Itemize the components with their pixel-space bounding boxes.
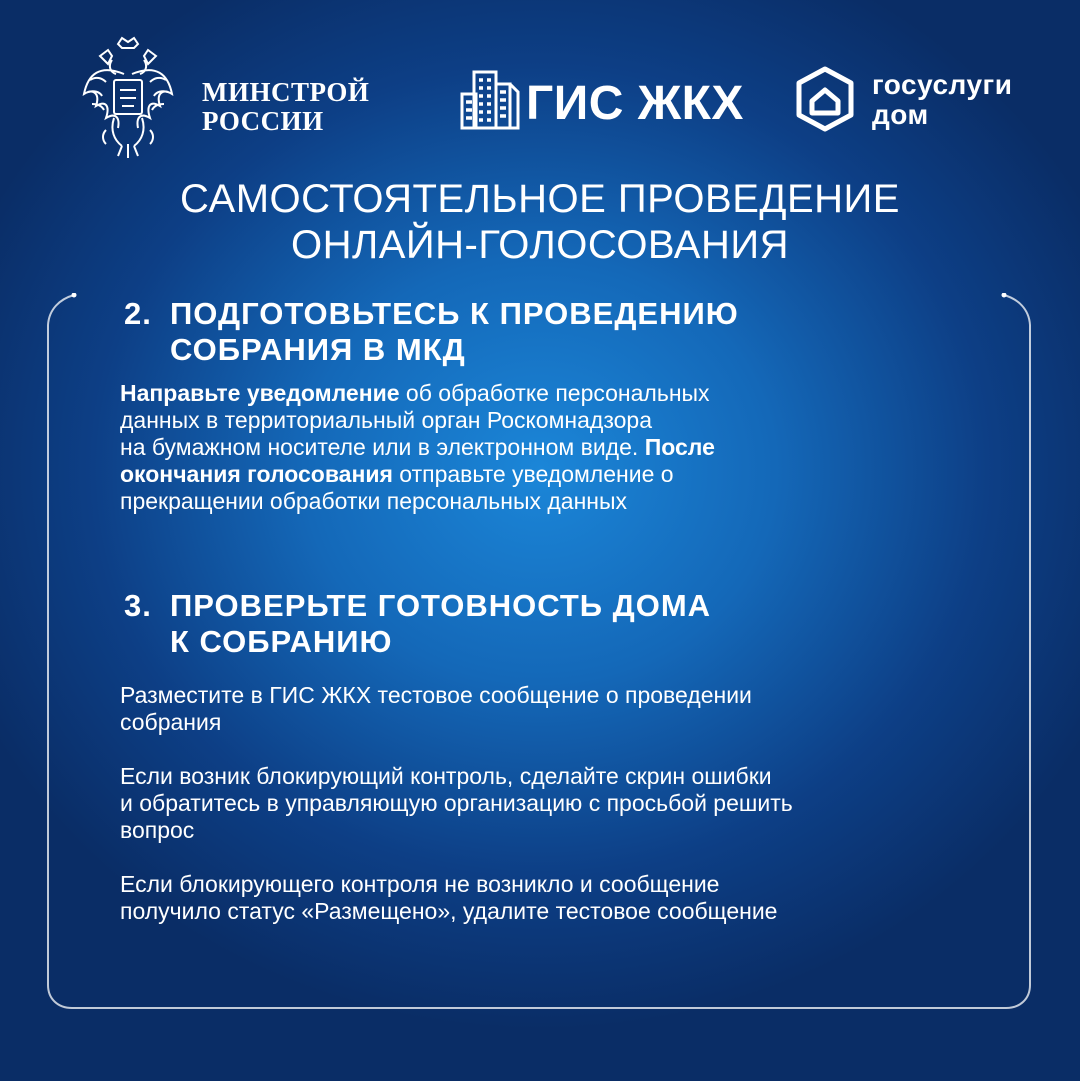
section-body — [120, 380, 980, 515]
section-title — [170, 588, 980, 660]
paragraph-blocking-control — [120, 763, 980, 844]
notification-paragraph — [120, 380, 980, 515]
body-line2: данных в территориальный орган Роскомнадзора — [120, 407, 652, 433]
minstroy-logo-text — [202, 78, 369, 136]
body-line1 — [120, 380, 980, 407]
gosuslugi-dom-logo-text — [872, 70, 1012, 130]
coat-of-arms-eagle-icon — [80, 34, 176, 162]
para2-line1: Если возник блокирующий контроль, сделайте скрин ошибки — [120, 763, 772, 789]
section-heading — [120, 296, 980, 368]
buildings-icon — [460, 68, 522, 130]
bold-send-notice: Направьте уведомление — [120, 380, 400, 406]
minstroy-line1: МИНСТРОЙ — [202, 77, 370, 107]
gis-zhkh-logo-text: ГИС ЖКХ — [526, 77, 744, 130]
body-text3: на бумажном носителе или в электронном виде. — [120, 434, 645, 460]
paragraph-delete-test — [120, 871, 980, 925]
body-text4: отправьте уведомление о — [392, 461, 674, 487]
gosuslugi-line2: дом — [872, 99, 929, 130]
section-title-line1: ПРОВЕРЬТЕ ГОТОВНОСТЬ ДОМА — [170, 588, 712, 623]
logo-bar — [0, 30, 1080, 165]
page-title-line1: САМОСТОЯТЕЛЬНОЕ ПРОВЕДЕНИЕ — [180, 177, 900, 221]
section-number: 2. — [124, 296, 152, 331]
section-title-line1: ПОДГОТОВЬТЕСЬ К ПРОВЕДЕНИЮ — [170, 296, 739, 331]
page-title — [0, 176, 1080, 268]
gosuslugi-line1: госуслуги — [872, 69, 1013, 100]
section-number: 3. — [124, 588, 152, 623]
body-line4 — [120, 461, 980, 488]
section-body — [120, 682, 980, 925]
section-prepare-meeting — [120, 296, 980, 542]
page-title-line2: ОНЛАЙН-ГОЛОСОВАНИЯ — [290, 223, 789, 267]
minstroy-line2: РОССИИ — [202, 106, 324, 136]
bold-end-voting: окончания голосования — [120, 461, 393, 487]
body-line3 — [120, 434, 980, 461]
para2-line3: вопрос — [120, 817, 195, 843]
para1-line1: Разместите в ГИС ЖКХ тестовое сообщение о проведении — [120, 682, 752, 708]
para1-line2: собрания — [120, 709, 222, 735]
bold-after: После — [644, 434, 715, 460]
house-hexagon-icon — [794, 65, 856, 133]
section-title — [170, 296, 980, 368]
section-heading — [120, 588, 980, 660]
para3-line2: получило статус «Размещено», удалите тестовое сообщение — [120, 898, 778, 924]
body-text1: об обработке персональных — [399, 380, 710, 406]
section-title-line2: К СОБРАНИЮ — [170, 624, 393, 659]
section-title-line2: СОБРАНИЯ В МКД — [170, 332, 466, 367]
body-line5: прекращении обработки персональных данных — [120, 488, 628, 514]
para2-line2: и обратитесь в управляющую организацию с просьбой решить — [120, 790, 793, 816]
paragraph-test-message — [120, 682, 980, 736]
section-check-readiness — [120, 588, 980, 952]
para3-line1: Если блокирующего контроля не возникло и сообщение — [120, 871, 720, 897]
